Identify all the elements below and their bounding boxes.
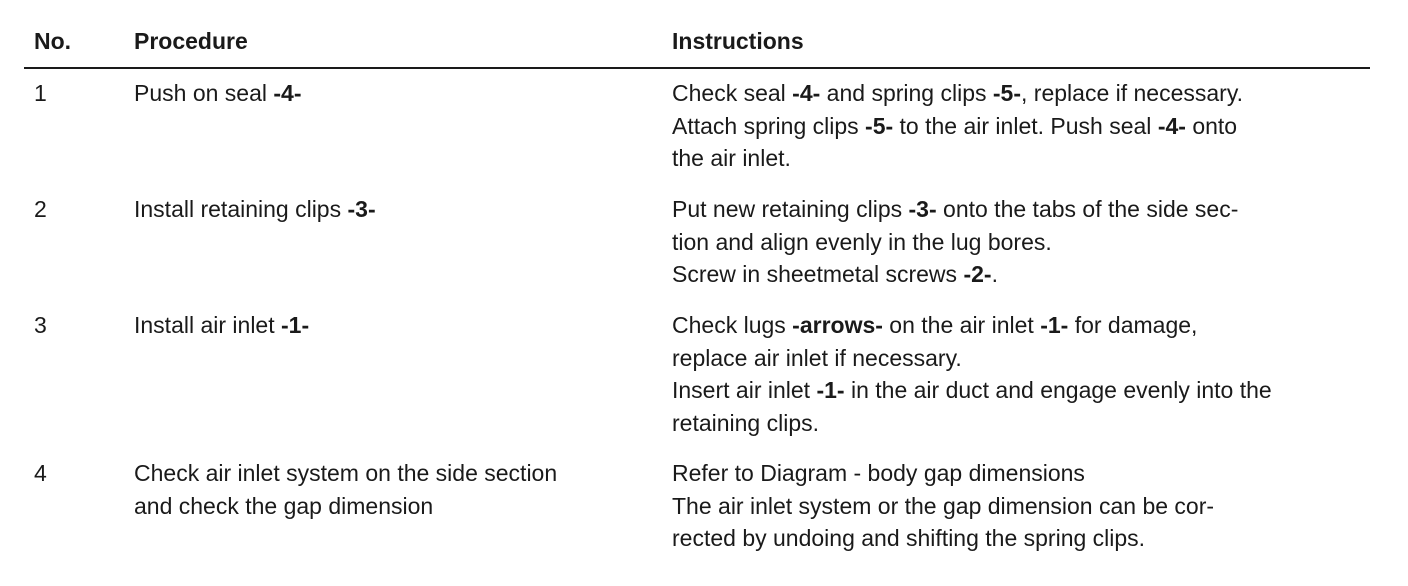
text-line xyxy=(134,309,654,342)
text-run: Insert air inlet xyxy=(672,377,817,403)
text-run: Put new retaining clips xyxy=(672,196,909,222)
text-run: onto xyxy=(1185,112,1238,139)
text-run: and check the gap dimension xyxy=(134,492,434,519)
text-run: Screw in sheetmetal screws xyxy=(672,261,964,287)
part-reference: -5- xyxy=(992,80,1022,106)
text-run: Install retaining clips xyxy=(134,196,348,222)
row-number: 2 xyxy=(34,196,47,222)
part-reference: -1- xyxy=(281,312,310,338)
text-run: tion and align evenly in the lug bores. xyxy=(672,228,1052,255)
part-reference: -4- xyxy=(792,80,821,106)
part-reference: -1- xyxy=(1040,312,1069,338)
row-number: 4 xyxy=(34,460,47,486)
text-run: Attach spring clips xyxy=(672,112,866,139)
text-run: for damage, xyxy=(1068,312,1198,338)
row-number: 3 xyxy=(34,312,47,338)
text-line xyxy=(672,407,1362,440)
text-run: the air inlet. xyxy=(672,145,791,171)
row-instructions xyxy=(672,77,1362,175)
text-line xyxy=(672,77,1362,110)
text-run: Install air inlet xyxy=(134,312,282,338)
text-line xyxy=(672,258,1362,291)
text-line xyxy=(672,374,1362,407)
table-header xyxy=(24,28,1370,64)
text-line xyxy=(134,193,654,226)
header-rule xyxy=(24,67,1370,69)
part-reference: -1- xyxy=(816,377,845,403)
row-procedure xyxy=(134,193,654,226)
text-line xyxy=(672,309,1362,342)
text-line xyxy=(672,142,1362,175)
part-reference: -4- xyxy=(1157,112,1186,139)
text-line xyxy=(134,77,654,110)
text-line xyxy=(672,342,1362,375)
text-run: onto the tabs of the side sec- xyxy=(936,196,1239,222)
text-run: on the air inlet xyxy=(882,312,1041,338)
text-line xyxy=(672,110,1362,143)
text-line xyxy=(672,226,1362,259)
part-reference: -5- xyxy=(865,112,894,139)
part-reference: -2- xyxy=(963,261,992,287)
text-run: Check lugs xyxy=(672,312,793,338)
part-reference: -3- xyxy=(347,196,376,222)
text-line xyxy=(672,490,1362,523)
text-run: and spring clips xyxy=(820,80,993,106)
row-instructions xyxy=(672,457,1362,555)
text-line xyxy=(672,522,1362,555)
text-line xyxy=(134,457,654,490)
part-reference: -arrows- xyxy=(792,312,883,338)
text-run: retaining clips. xyxy=(672,409,820,436)
row-procedure xyxy=(134,77,654,110)
text-line xyxy=(672,457,1362,490)
text-line xyxy=(672,193,1362,226)
part-reference: -4- xyxy=(273,80,302,106)
header-procedure: Procedure xyxy=(134,28,248,54)
header-no: No. xyxy=(34,28,72,54)
text-run: . xyxy=(991,261,998,287)
text-run: Refer to Diagram - body gap dimensions xyxy=(672,460,1085,486)
text-run: Check seal xyxy=(672,80,793,106)
text-run: , replace if necessary. xyxy=(1021,80,1244,106)
row-instructions xyxy=(672,309,1362,439)
header-instructions: Instructions xyxy=(672,28,804,54)
row-instructions xyxy=(672,193,1362,291)
row-number: 1 xyxy=(34,80,47,106)
row-procedure xyxy=(134,457,654,522)
text-run: in the air duct and engage evenly into the xyxy=(844,377,1272,403)
part-reference: -3- xyxy=(908,196,937,222)
text-run: replace air inlet if necessary. xyxy=(672,344,962,371)
text-run: Push on seal xyxy=(134,80,274,106)
text-run: Check air inlet system on the side section xyxy=(134,460,558,486)
row-procedure xyxy=(134,309,654,342)
text-run: to the air inlet. Push seal xyxy=(893,112,1158,139)
text-run: The air inlet system or the gap dimension can be cor- xyxy=(672,492,1215,519)
text-line xyxy=(134,490,654,523)
text-run: rected by undoing and shifting the spring clips. xyxy=(672,525,1146,551)
